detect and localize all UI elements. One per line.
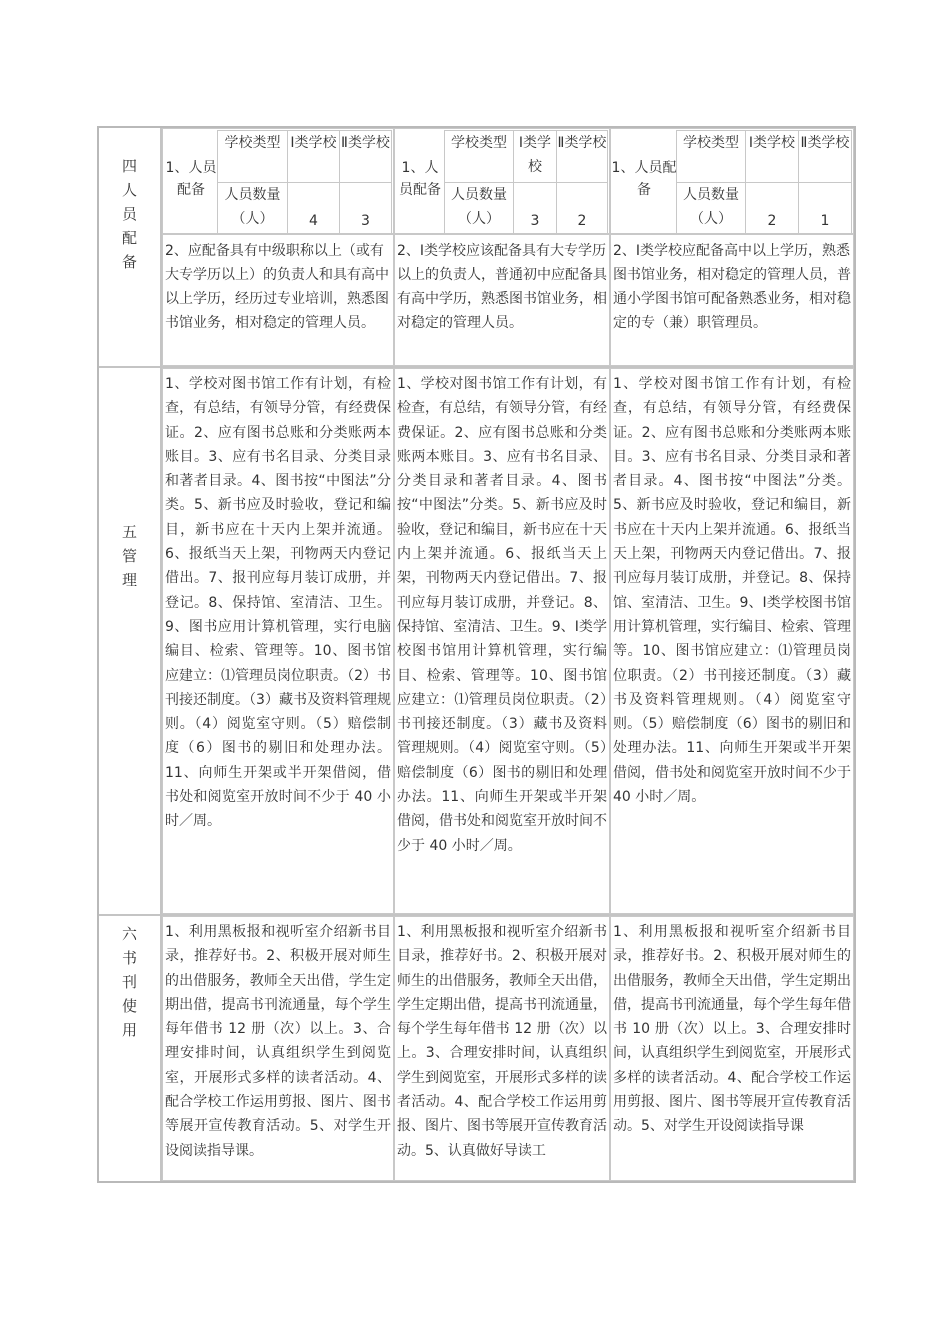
staffing-table-col3 bbox=[610, 128, 854, 234]
class1-header: Ⅰ类学校 bbox=[746, 131, 799, 183]
usage-section bbox=[99, 914, 854, 1181]
management-col2: 1、学校对图书馆工作有计划，有检查，有总结，有领导分管，有经费保证。2、应有图书总账和分类账两本账目。3、应有书名目录、分类目录和著者目录。4、图书按“中图法”分类。5、新书应及时验收，登记和编目，新书应在十天内上架并流通。6、报纸当天上架，刊物两天内登记借出。7、报刊应每月装订成册，并登记。8、保持馆、室清洁、卫生。9、Ⅰ类学校图书馆用计算机管理，实行编目、检索、管理等。10、图书馆应建立：⑴管理员岗位职责。（2）书刊接还制度。（3）藏书及资料管理规则。（4）阅览室守则。（5）赔偿制度（6）图书的剔旧和处理办法。11、向师生开架或半开架借阅，借书处和阅览室开放时间不少于 40 小时／周。 bbox=[394, 368, 610, 914]
usage-col2: 1、利用黑板报和视听室介绍新书目录，推荐好书。2、积极开展对师生的出借服务，教师全天出借，学生定期出借，提高书刊流通量，每个学生每年借书 12 册（次）以上。3、合理安排时间，认真组织学生到阅览室，开展形式多样的读者活动。4、配合学校工作运用剪报、图片、图书等展开宣传教育活动。5、认真做好导读工 bbox=[394, 916, 610, 1181]
label-char: 书 bbox=[121, 949, 137, 967]
school-type-label: 学校类型 bbox=[218, 131, 288, 183]
label-char: 使 bbox=[121, 997, 137, 1015]
class1-count: 2 bbox=[746, 183, 799, 234]
management-col3: 1、学校对图书馆工作有计划，有检查，有总结，有领导分管，有经费保证。2、应有图书总账和分类账两本账目。3、应有书名目录、分类目录和著者目录。4、图书按“中图法”分类。5、新书应及时验收，登记和编目，新书应在十天内上架并流通。6、报纸当天上架，刊物两天内登记借出。7、报刊应每月装订成册，并登记。8、保持馆、室清洁、卫生。9、Ⅰ类学校图书馆用计算机管理，实行编目、检索、管理等。10、图书馆应建立：⑴管理员岗位职责。（2）书刊接还制度。（3）藏书及资料管理规则。（4）阅览室守则。（5）赔偿制度（6）图书的剔旧和处理办法。11、向师生开架或半开架借阅，借书处和阅览室开放时间不少于 40 小时／周。 bbox=[610, 368, 854, 914]
label-char: 四 bbox=[121, 157, 137, 175]
staffing-label bbox=[99, 128, 162, 366]
label-char: 管 bbox=[121, 547, 137, 565]
class2-count: 2 bbox=[557, 183, 608, 234]
staff-count-label: 人员数量（人） bbox=[445, 183, 514, 234]
staffing-section bbox=[99, 128, 854, 366]
class2-header: Ⅱ类学校 bbox=[557, 131, 608, 183]
class2-count: 3 bbox=[340, 183, 392, 234]
staffing-desc-col2: 2、Ⅰ类学校应该配备具有大专学历以上的负责人，普通初中应配备具有高中学历，熟悉图书馆业务，相对稳定的管理人员。 bbox=[394, 234, 610, 366]
label-char: 刊 bbox=[121, 973, 137, 991]
usage-col3: 1、利用黑板报和视听室介绍新书目录，推荐好书。2、积极开展对师生的出借服务，教师全天出借，学生定期出借，提高书刊流通量，每个学生每年借书 10 册（次）以上。3、合理安排时间，认真组织学生到阅览室，开展形式多样的读者活动。4、配合学校工作运用剪报、图片、图书等展开宣传教育活动。5、对学生开设阅读指导课 bbox=[610, 916, 854, 1181]
staffing-count-grid bbox=[217, 130, 392, 234]
staffing-table-col2 bbox=[394, 128, 610, 234]
class1-header: Ⅰ类学校 bbox=[514, 131, 557, 183]
usage-label bbox=[99, 916, 162, 1181]
staffing-desc-col1: 2、应配备具有中级职称以上（或有大专学历以上）的负责人和具有高中以上学历，经历过专业培训，熟悉图书馆业务，相对稳定的管理人员。 bbox=[162, 234, 394, 366]
staff-count-label: 人员数量（人） bbox=[218, 183, 288, 234]
class1-header: Ⅰ类学校 bbox=[288, 131, 340, 183]
usage-col1: 1、利用黑板报和视听室介绍新书目录，推荐好书。2、积极开展对师生的出借服务，教师全天出借，学生定期出借，提高书刊流通量，每个学生每年借书 12 册（次）以上。3、合理安排时间，认真组织学生到阅览室，开展形式多样的读者活动。4、配合学校工作运用剪报、图片、图书等展开宣传教育活动。5、对学生开设阅读指导课。 bbox=[162, 916, 394, 1181]
staffing-desc-col3: 2、Ⅰ类学校应配备高中以上学历，熟悉图书馆业务，相对稳定的管理人员，普通小学图书馆可配备熟悉业务，相对稳定的专（兼）职管理员。 bbox=[610, 234, 854, 366]
management-col1: 1、学校对图书馆工作有计划，有检查，有总结，有领导分管，有经费保证。2、应有图书总账和分类账两本账目。3、应有书名目录、分类目录和著者目录。4、图书按“中图法”分类。5、新书应及时验收，登记和编目，新书应在十天内上架并流通。6、报纸当天上架，刊物两天内登记借出。7、报刊应每月装订成册，并登记。8、保持馆、室清洁、卫生。9、图书应用计算机管理，实行电脑编目、检索、管理等。10、图书馆应建立：⑴管理员岗位职责。（2）书刊接还制度。（3）藏书及资料管理规则。（4）阅览室守则。（5）赔偿制度（6）图书的剔旧和处理办法。11、向师生开架或半开架借阅，借书处和阅览室开放时间不少于 40 小时／周。 bbox=[162, 368, 394, 914]
label-char: 员 bbox=[121, 205, 137, 223]
label-char: 五 bbox=[121, 523, 137, 541]
staffing-caption: 1、人员配备 bbox=[165, 160, 217, 198]
management-label bbox=[99, 368, 162, 914]
staffing-count-grid bbox=[444, 130, 608, 234]
staffing-table-col1 bbox=[162, 128, 394, 234]
class2-header: Ⅱ类学校 bbox=[799, 131, 852, 183]
management-section bbox=[99, 366, 854, 914]
class2-count: 1 bbox=[799, 183, 852, 234]
label-char: 用 bbox=[121, 1021, 137, 1039]
label-char: 理 bbox=[121, 571, 137, 589]
label-char: 六 bbox=[121, 925, 137, 943]
staffing-count-grid bbox=[676, 130, 852, 234]
staffing-caption: 1、人员配备 bbox=[611, 160, 677, 198]
standards-table bbox=[97, 126, 856, 1183]
school-type-label: 学校类型 bbox=[445, 131, 514, 183]
label-char: 备 bbox=[121, 253, 137, 271]
label-char: 人 bbox=[121, 181, 137, 199]
label-char: 配 bbox=[121, 229, 137, 247]
school-type-label: 学校类型 bbox=[677, 131, 746, 183]
staffing-caption: 1、人员配备 bbox=[399, 160, 441, 198]
staff-count-label: 人员数量（人） bbox=[677, 183, 746, 234]
class2-header: Ⅱ类学校 bbox=[340, 131, 392, 183]
class1-count: 4 bbox=[288, 183, 340, 234]
class1-count: 3 bbox=[514, 183, 557, 234]
